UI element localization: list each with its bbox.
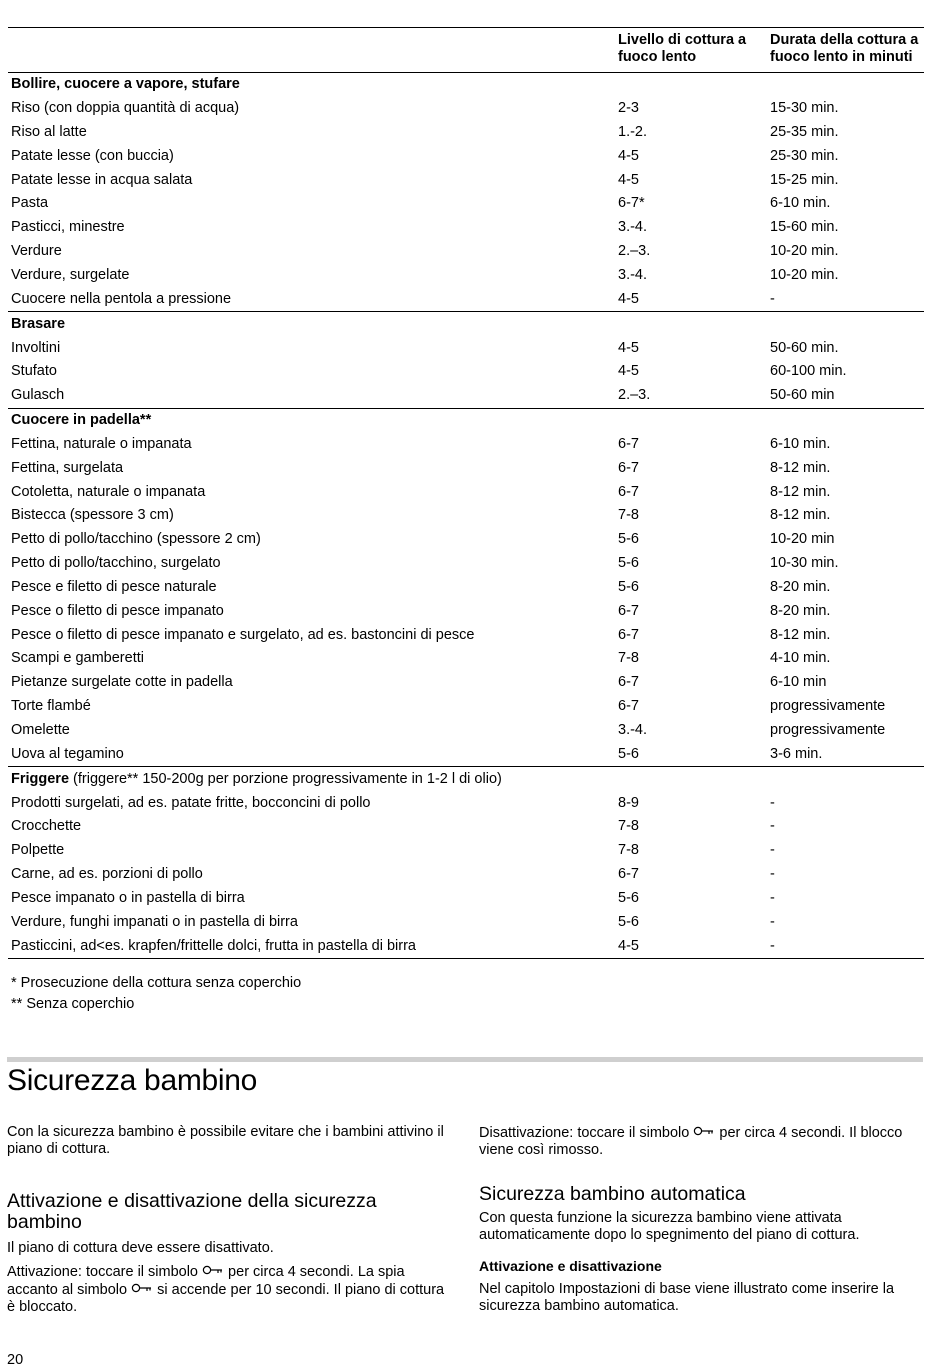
level-cell: 6-7 [618,698,639,715]
time-cell: 8-12 min. [770,626,831,643]
table-row [8,576,924,600]
time-cell: 25-35 min. [770,123,839,140]
table-row [8,934,924,958]
time-cell: 50-60 min [770,387,835,404]
table-row [8,815,924,839]
table-row [8,887,924,911]
time-cell: - [770,842,775,859]
table-row [8,192,924,216]
time-cell: - [770,937,775,954]
level-cell: 4-5 [618,363,639,380]
page-number: 20 [7,1352,24,1368]
table-row [8,623,924,647]
section-title: Cuocere in padella** [11,412,152,429]
table-row [8,647,924,671]
level-cell: 5-6 [618,555,639,572]
dish-cell: Fettina, naturale o impanata [11,435,192,452]
time-cell: 3-6 min. [770,745,823,762]
table-header-row [8,28,924,73]
dish-cell: Gulasch [11,387,65,404]
level-cell: 6-7 [618,602,639,619]
level-cell: 4-5 [618,937,639,954]
time-cell: - [770,889,775,906]
time-cell: 6-10 min. [770,195,831,212]
section-header-cell [8,767,924,791]
cooking-table-container [8,27,924,959]
paragraph-base-settings: Nel capitolo Impostazioni di base viene illustrato come inserire la sicurezza bambino automatica. [479,1280,895,1314]
level-cell: 2.–3. [618,243,651,260]
dish-cell: Uova al tegamino [11,745,124,762]
level-cell: 6-7 [618,866,639,883]
level-cell: 3.-4. [618,219,648,236]
paragraph-automatic: Con questa funzione la sicurezza bambino viene attivata automaticamente dopo lo spegnimento del piano di cottura. [479,1209,860,1243]
dish-cell: Fettina, surgelata [11,459,124,476]
level-cell: 7-8 [618,507,639,524]
dish-cell: Pesce o filetto di pesce impanato e surgelato, ad es. bastoncini di pesce [11,626,475,643]
table-row [8,360,924,384]
paragraph-deactivation [479,1124,919,1159]
key-icon [693,1124,715,1141]
subsubtitle-activation: Attivazione e disattivazione [479,1257,662,1274]
table-row [8,504,924,528]
table-row [8,552,924,576]
time-cell: 4-10 min. [770,650,831,667]
table-row [8,671,924,695]
dish-cell: Riso (con doppia quantità di acqua) [11,100,240,117]
time-cell: - [770,913,775,930]
level-cell: 6-7 [618,435,639,452]
header-time: Durata della cottura a fuoco lento in minuti [770,32,919,65]
dish-cell: Pietanze surgelate cotte in padella [11,674,233,691]
table-row [8,264,924,288]
table-row [8,600,924,624]
dish-cell: Stufato [11,363,57,380]
dish-cell: Bistecca (spessore 3 cm) [11,507,174,524]
level-cell: 8-9 [618,794,639,811]
dish-cell: Torte flambé [11,698,91,715]
header-dish [8,28,615,73]
level-cell: 7-8 [618,818,639,835]
table-row [8,121,924,145]
section-title: Brasare [11,315,66,332]
key-icon [202,1263,224,1280]
dish-cell: Polpette [11,842,65,859]
time-cell: - [770,866,775,883]
table-row [8,240,924,264]
activation-text-b: per circa 4 secondi. La spia accanto al simbolo [7,1264,405,1298]
section-title: Sicurezza bambino [7,1064,258,1097]
table-row [8,743,924,767]
time-cell: 50-60 min. [770,339,839,356]
time-cell: - [770,794,775,811]
dish-cell: Involtini [11,339,61,356]
level-cell: 5-6 [618,531,639,548]
time-cell: progressivamente [770,698,886,715]
time-cell: - [770,818,775,835]
table-section [8,408,924,767]
time-cell: 8-20 min. [770,602,831,619]
section-header-row [8,408,924,432]
dish-cell: Petto di pollo/tacchino (spessore 2 cm) [11,531,261,548]
time-cell: 8-12 min. [770,459,831,476]
table-row [8,863,924,887]
table-row [8,911,924,935]
time-cell: 8-12 min. [770,507,831,524]
dish-cell: Carne, ad es. porzioni di pollo [11,866,203,883]
section-note: (friggere** 150-200g per porzione progressivamente in 1-2 l di olio) [69,770,502,787]
paragraph-activation [7,1263,447,1316]
table-row [8,384,924,408]
level-cell: 6-7* [618,195,645,212]
level-cell: 7-8 [618,842,639,859]
time-cell: 10-20 min [770,531,835,548]
table-row [8,97,924,121]
dish-cell: Pasticcini, ad<es. krapfen/frittelle dolci, frutta in pastella di birra [11,937,416,954]
table-row [8,433,924,457]
time-cell: 60-100 min. [770,363,847,380]
section-header-cell [8,312,924,336]
dish-cell: Verdure, surgelate [11,266,130,283]
level-cell: 3.-4. [618,722,648,738]
table-row [8,288,924,312]
table-row [8,168,924,192]
time-cell: 6-10 min [770,674,827,691]
level-cell: 6-7 [618,459,639,476]
time-cell: 6-10 min. [770,435,831,452]
level-cell: 6-7 [618,626,639,643]
dish-cell: Pesce impanato o in pastella di birra [11,889,245,906]
section-title: Bollire, cuocere a vapore, stufare [11,76,240,93]
time-cell: 15-60 min. [770,219,839,236]
level-cell: 5-6 [618,913,639,930]
section-header-row [8,73,924,97]
deactivation-text-a: Disattivazione: toccare il simbolo [479,1125,694,1141]
header-level: Livello di cottura a fuoco lento [618,32,747,65]
dish-cell: Petto di pollo/tacchino, surgelato [11,555,221,572]
table-row [8,480,924,504]
table-row [8,457,924,481]
time-cell: 8-20 min. [770,578,831,595]
dish-cell: Pasticci, minestre [11,219,125,236]
table-row [8,145,924,169]
level-cell: 3.-4. [618,266,648,283]
time-cell: 10-20 min. [770,243,839,260]
section-title: Friggere [11,770,70,787]
level-cell: 2-3 [618,100,639,117]
dish-cell: Verdure, funghi impanati o in pastella di birra [11,913,298,930]
section-header-row [8,312,924,336]
table-row [8,695,924,719]
table-row [8,336,924,360]
dish-cell: Pesce e filetto di pesce naturale [11,578,217,595]
footnote-1: * Prosecuzione della cottura senza coperchio [11,975,302,991]
left-column [7,1124,447,1316]
table-footnotes [11,973,301,1014]
dish-cell: Verdure [11,243,62,260]
table-row [8,216,924,240]
footnote-2: ** Senza coperchio [11,995,135,1012]
key-icon [131,1281,153,1298]
level-cell: 4-5 [618,147,639,164]
subtitle-activation: Attivazione e disattivazione della sicurezza bambino [7,1190,377,1233]
dish-cell: Patate lesse (con buccia) [11,147,174,164]
dish-cell: Cotoletta, naturale o impanata [11,483,206,500]
time-cell: 8-12 min. [770,483,831,500]
level-cell: 4-5 [618,171,639,188]
deactivation-text-b: per circa 4 secondi. Il blocco viene così rimosso. [479,1125,903,1158]
level-cell: 5-6 [618,889,639,906]
level-cell: 5-6 [618,745,639,762]
time-cell: 15-30 min. [770,100,839,117]
level-cell: 4-5 [618,290,639,307]
dish-cell: Pesce o filetto di pesce impanato [11,602,224,619]
section-header-cell [8,408,924,432]
time-cell: 10-30 min. [770,555,839,572]
table-row [8,719,924,743]
table-section [8,312,924,408]
cooking-table [8,27,924,959]
level-cell: 5-6 [618,578,639,595]
table-row [8,791,924,815]
dish-cell: Omelette [11,722,70,738]
time-cell: 25-30 min. [770,147,839,164]
activation-text-a: Attivazione: toccare il simbolo [7,1264,203,1280]
section-header-row [8,767,924,791]
time-cell: - [770,290,775,307]
dish-cell: Cuocere nella pentola a pressione [11,290,232,307]
level-cell: 7-8 [618,650,639,667]
activation-text-c: si accende per 10 secondi. Il piano di cottura è bloccato. [7,1282,445,1315]
time-cell: progressivamente [770,722,886,738]
dish-cell: Pasta [11,195,49,212]
level-cell: 6-7 [618,483,639,500]
section-header-cell [8,73,924,97]
dish-cell: Riso al latte [11,123,87,140]
time-cell: 15-25 min. [770,171,839,188]
intro-paragraph: Con la sicurezza bambino è possibile evitare che i bambini attivino il piano di cottura. [7,1124,444,1157]
level-cell: 6-7 [618,674,639,691]
subtitle-automatic: Sicurezza bambino automatica [479,1183,746,1205]
dish-cell: Crocchette [11,818,82,835]
time-cell: 10-20 min. [770,266,839,283]
paragraph-disabled: Il piano di cottura deve essere disattivato. [7,1240,274,1256]
section-divider [7,1057,923,1062]
table-row [8,528,924,552]
table-row [8,839,924,863]
dish-cell: Prodotti surgelati, ad es. patate fritte, bocconcini di pollo [11,794,371,811]
dish-cell: Scampi e gamberetti [11,650,144,667]
level-cell: 4-5 [618,339,639,356]
level-cell: 2.–3. [618,387,651,404]
level-cell: 1.-2. [618,123,648,140]
table-section [8,767,924,959]
table-section [8,73,924,312]
right-column [479,1124,919,1315]
dish-cell: Patate lesse in acqua salata [11,171,193,188]
